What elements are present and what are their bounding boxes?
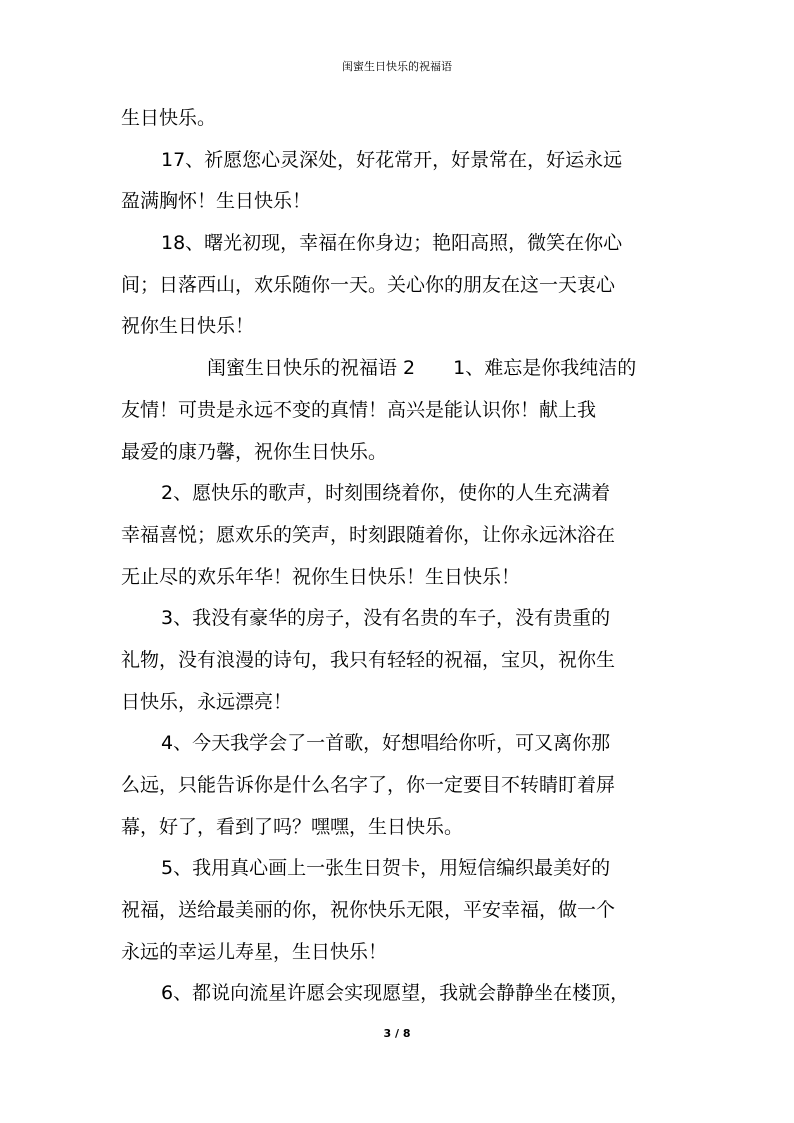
paragraph-18-start: 18、曙光初现，幸福在你身边；艳阳高照，微笑在你心 [161, 232, 623, 255]
text-line: 间；日落西山，欢乐随你一天。关心你的朋友在这一天衷心 [121, 273, 616, 296]
paragraph-2-start: 2、愿快乐的歌声，时刻围绕着你，使你的人生充满着 [161, 482, 611, 505]
text-line: 友情！可贵是永远不变的真情！高兴是能认识你！献上我 [121, 398, 597, 421]
document-body [121, 100, 673, 1017]
text-line: 永远的幸运儿寿星，生日快乐！ [121, 940, 388, 963]
paragraph-17-start: 17、祈愿您心灵深处，好花常开，好景常在，好运永远 [161, 148, 623, 171]
paragraph-6-start: 6、都说向流星许愿会实现愿望，我就会静静坐在楼顶， [161, 982, 630, 1005]
text-line: 盈满胸怀！生日快乐！ [121, 190, 312, 213]
text-line: 生日快乐。 [121, 107, 217, 129]
paragraph-3-start: 3、我没有豪华的房子，没有名贵的车子，没有贵重的 [161, 607, 611, 630]
text-line: 最爱的康乃馨，祝你生日快乐。 [121, 440, 388, 463]
text-line: 祝你生日快乐！ [121, 315, 255, 338]
text-line: 祝福，送给最美丽的你，祝你快乐无限，平安幸福，做一个 [121, 899, 616, 922]
text-line: 日快乐，永远漂亮！ [121, 690, 293, 713]
text-line: 幕，好了，看到了吗？嘿嘿，生日快乐。 [121, 815, 464, 838]
text-line: 幸福喜悦；愿欢乐的笑声，时刻跟随着你，让你永远沐浴在 [121, 523, 616, 546]
page-header-title: 闺蜜生日快乐的祝福语 [342, 60, 452, 73]
page-number: 3 / 8 [383, 1027, 411, 1040]
text-line: 无止尽的欢乐年华！祝你生日快乐！生日快乐！ [121, 565, 521, 588]
text-line: 么远，只能告诉你是什么名字了，你一定要目不转睛盯着屏 [121, 774, 616, 796]
text-line: 礼物，没有浪漫的诗句，我只有轻轻的祝福，宝贝，祝你生 [121, 648, 616, 671]
paragraph-5-start: 5、我用真心画上一张生日贺卡，用短信编织最美好的 [161, 857, 611, 880]
section-heading-2: 闺蜜生日快乐的祝福语 2 1、难忘是你我纯洁的 [207, 357, 637, 380]
paragraph-4-start: 4、今天我学会了一首歌，好想唱给你听，可又离你那 [161, 732, 611, 755]
